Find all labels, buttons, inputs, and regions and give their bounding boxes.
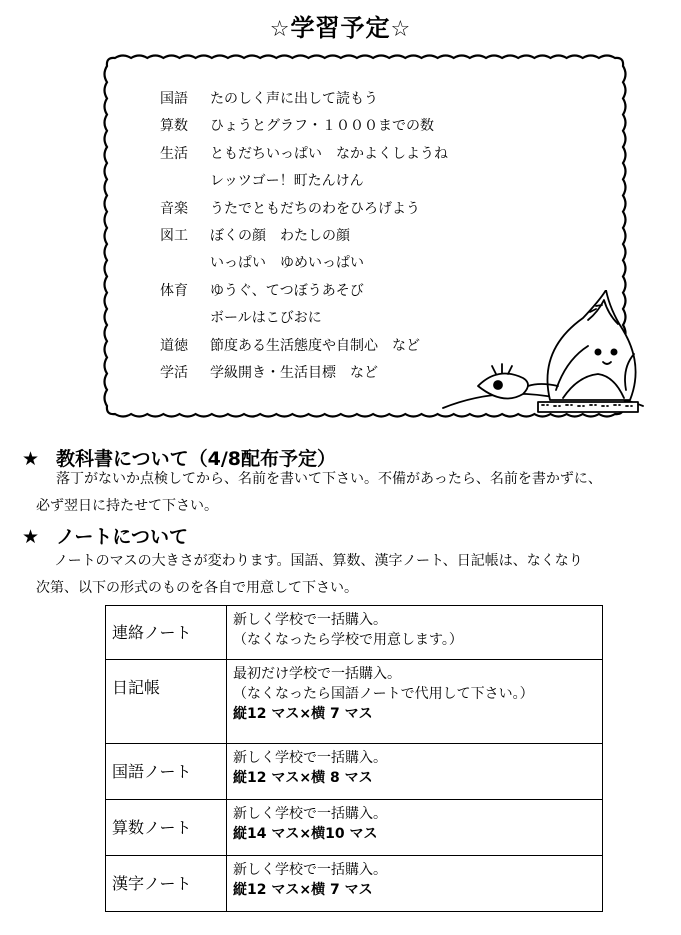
schedule-text: ボールはこびおに [210,310,322,326]
schedule-row [160,364,378,382]
schedule-row [160,227,350,245]
notebook-name: 漢字ノート [106,856,227,912]
schedule-row [160,282,364,300]
schedule-subject: 算数 [160,118,188,134]
notebook-name: 算数ノート [106,800,227,856]
schedule-subject: 音楽 [160,201,188,217]
star-icon: ★ [22,526,40,548]
table-row [106,856,603,912]
schedule-text: いっぱい ゆめいっぱい [210,255,364,271]
schedule-text: ひょうとグラフ・１０００までの数 [210,118,434,134]
bamboo-shoot-illustration [438,290,648,420]
schedule-text: ぼくの顔 わたしの顔 [210,228,350,244]
detail-line: 新しく学校で一括購入。 [233,750,387,766]
schedule-subject: 図工 [160,228,188,244]
schedule-row [160,337,420,355]
schedule-subject: 道徳 [160,338,188,354]
notebook-grid-size: 縦14 マス×横10 マス [233,826,378,842]
notebook-name: 国語ノート [106,744,227,800]
star-icon: ★ [22,448,40,470]
notebook-grid-size: 縦12 マス×横 7 マス [233,882,373,898]
notebook-name: 連絡ノート [106,606,227,660]
schedule-text: うたでともだちのわをひろげよう [210,201,420,217]
table-row [106,660,603,744]
schedule-text: ともだちいっぱい なかよくしようね [210,146,448,162]
notebook-grid-size: 縦12 マス×横 8 マス [233,770,373,786]
textbooks-line-1: 落丁がないか点検してから、名前を書いて下さい。不備があったら、名前を書かずに、 [56,471,602,487]
schedule-text: 節度ある生活態度や自制心 など [210,338,420,354]
textbooks-line-2: 必ず翌日に持たせて下さい。 [36,498,218,514]
title-star-left: ☆ [269,17,291,42]
schedule-subject: 国語 [160,91,188,107]
schedule-text: レッツゴー！町たんけん [210,173,364,189]
detail-line: 新しく学校で一括購入。 [233,862,387,878]
table-row [106,800,603,856]
notebook-grid-size: 縦12 マス×横 7 マス [233,706,373,722]
schedule-row [160,254,364,272]
detail-line: （なくなったら国語ノートで代用して下さい。） [233,686,534,702]
schedule-text: 学級開き・生活目標 など [210,365,378,381]
schedule-row [160,90,378,108]
notebooks-line-2: 次第、以下の形式のものを各自で用意して下さい。 [36,580,358,596]
textbooks-heading [22,444,336,471]
schedule-text: ゆうぐ、てつぼうあそび [210,283,364,299]
page-title [0,8,681,43]
schedule-subject: 生活 [160,146,188,162]
schedule-subject: 学活 [160,365,188,381]
textbooks-heading-text: 教科書について（4/8配布予定） [56,448,337,470]
notebook-details [227,660,603,744]
title-text: 学習予定 [290,14,391,42]
table-row [106,606,603,660]
detail-line: 新しく学校で一括購入。 [233,806,387,822]
notebook-details [227,606,603,660]
schedule-row [160,145,448,163]
notebooks-heading [22,522,188,549]
detail-line: 新しく学校で一括購入。 [233,612,387,628]
notebook-details [227,744,603,800]
schedule-row [160,309,322,327]
schedule-row [160,117,434,135]
schedule-row [160,200,420,218]
detail-line: （なくなったら学校で用意します。） [233,632,463,648]
notebook-details [227,800,603,856]
detail-line: 最初だけ学校で一括購入。 [233,666,401,682]
schedule-subject: 体育 [160,283,188,299]
notebook-table [105,605,603,912]
notebook-name: 日記帳 [106,660,227,744]
schedule-row [160,172,364,190]
notebooks-heading-text: ノートについて [56,526,189,548]
notebooks-line-1: ノートのマスの大きさが変わります。国語、算数、漢字ノート、日記帳は、なくなり [54,553,583,569]
schedule-text: たのしく声に出して読もう [210,91,378,107]
table-row [106,744,603,800]
title-star-right: ☆ [390,17,412,42]
notebook-details [227,856,603,912]
